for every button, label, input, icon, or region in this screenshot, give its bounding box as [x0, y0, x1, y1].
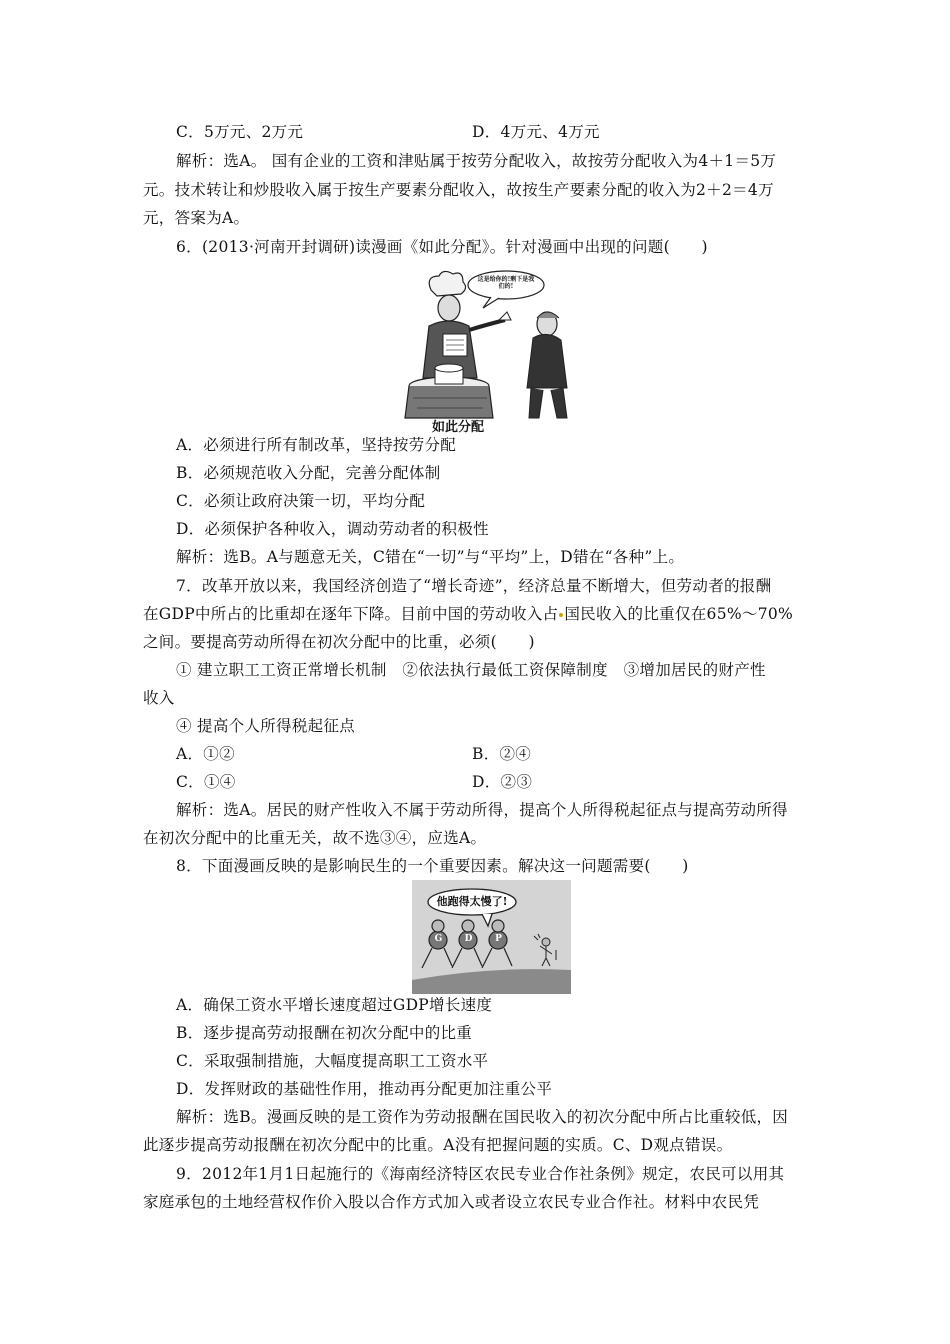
- q6-analysis: 解析：选B。A与题意无关，C错在“一切”与“平均”上，D错在“各种”上。: [176, 548, 685, 566]
- q5-analysis-line1: 解析：选A。 国有企业的工资和津贴属于按劳分配收入，故按劳分配收入为4＋1＝5万: [176, 152, 777, 170]
- q6-stem: 6．(2013·河南开封调研)读漫画《如此分配》。针对漫画中出现的问题( ): [176, 238, 708, 256]
- q7-option-c: C．①④: [176, 773, 236, 791]
- q8-stem: 8．下面漫画反映的是影响民生的一个重要因素。解决这一问题需要( ): [176, 857, 689, 875]
- q8-option-a: A．确保工资水平增长速度超过GDP增长速度: [176, 996, 493, 1014]
- q9-stem-line1: 9．2012年1月1日起施行的《海南经济特区农民专业合作社条例》规定，农民可以用其: [176, 1165, 785, 1183]
- q6-option-d: D．必须保护各种收入，调动劳动者的积极性: [176, 520, 489, 538]
- cartoon-speech-bubble: 这是给你的!剩下是我们的!: [477, 276, 535, 290]
- q7-stem-line3: 之间。要提高劳动所得在初次分配中的比重，必须( ): [143, 633, 535, 651]
- q6-option-c: C．必须让政府决策一切，平均分配: [176, 492, 426, 510]
- cartoon-gdp-race: [412, 880, 571, 994]
- q8-analysis-line1: 解析：选B。漫画反映的是工资作为劳动报酬在国民收入的初次分配中所占比重较低，因: [176, 1108, 789, 1126]
- q8-option-c: C．采取强制措施，大幅度提高职工工资水平: [176, 1052, 489, 1070]
- runner-letter-d: D: [464, 934, 473, 944]
- q7-analysis-line2: 在初次分配中的比重无关，故不选③④，应选A。: [143, 829, 487, 847]
- q8-option-b: B．逐步提高劳动报酬在初次分配中的比重: [176, 1024, 473, 1042]
- q9-stem-line2: 家庭承包的土地经营权作价入股以合作方式加入或者设立农民专业合作社。材料中农民凭: [143, 1193, 760, 1211]
- q5-analysis-line3: 元，答案为A。: [143, 209, 250, 227]
- cartoon-ruci-fenpei: [403, 268, 573, 434]
- q6-option-a: A．必须进行所有制改革，坚持按劳分配: [176, 436, 457, 454]
- runner-letter-g: G: [434, 934, 443, 944]
- q5-option-d: D．4万元、4万元: [472, 123, 600, 141]
- gdp-cartoon-bubble: 他跑得太慢了!: [436, 895, 508, 908]
- cartoon-caption: 如此分配: [431, 420, 484, 435]
- q5-analysis-line2: 元。技术转让和炒股收入属于按生产要素分配收入，故按生产要素分配的收入为2＋2＝4万: [143, 181, 774, 199]
- q7-items-line1: ① 建立职工工资正常增长机制 ②依法执行最低工资保障制度 ③增加居民的财产性: [176, 661, 766, 679]
- q7-items-line3: ④ 提高个人所得税起征点: [176, 717, 356, 735]
- q7-stem-line2-part2: 国民收入的比重仅在65%～70%: [564, 605, 794, 623]
- q7-items-line2: 收入: [143, 689, 175, 707]
- q7-analysis-line1: 解析：选A。居民的财产性收入不属于劳动所得，提高个人所得税起征点与提高劳动所得: [176, 801, 788, 819]
- q8-analysis-line2: 此逐步提高劳动报酬在初次分配中的比重。A没有把握问题的实质。C、D观点错误。: [143, 1136, 733, 1154]
- cartoon-drawing: [403, 268, 573, 434]
- stray-mark-dot: [559, 613, 563, 617]
- q7-option-b: B．②④: [472, 745, 532, 763]
- q7-option-a: A．①②: [176, 745, 235, 763]
- q7-option-d: D．②③: [472, 773, 533, 791]
- q7-stem-line2: [143, 604, 793, 624]
- q8-option-d: D．发挥财政的基础性作用，推动再分配更加注重公平: [176, 1080, 553, 1098]
- q6-option-b: B．必须规范收入分配，完善分配体制: [176, 464, 441, 482]
- q7-stem-line1: 7．改革开放以来，我国经济创造了“增长奇迹”，经济总量不断增大，但劳动者的报酬: [176, 577, 772, 595]
- q5-option-c: C．5万元、2万元: [176, 123, 304, 141]
- runner-letter-p: P: [495, 934, 502, 944]
- q7-stem-line2-part1: 在GDP中所占的比重却在逐年下降。目前中国的劳动收入占: [143, 605, 559, 623]
